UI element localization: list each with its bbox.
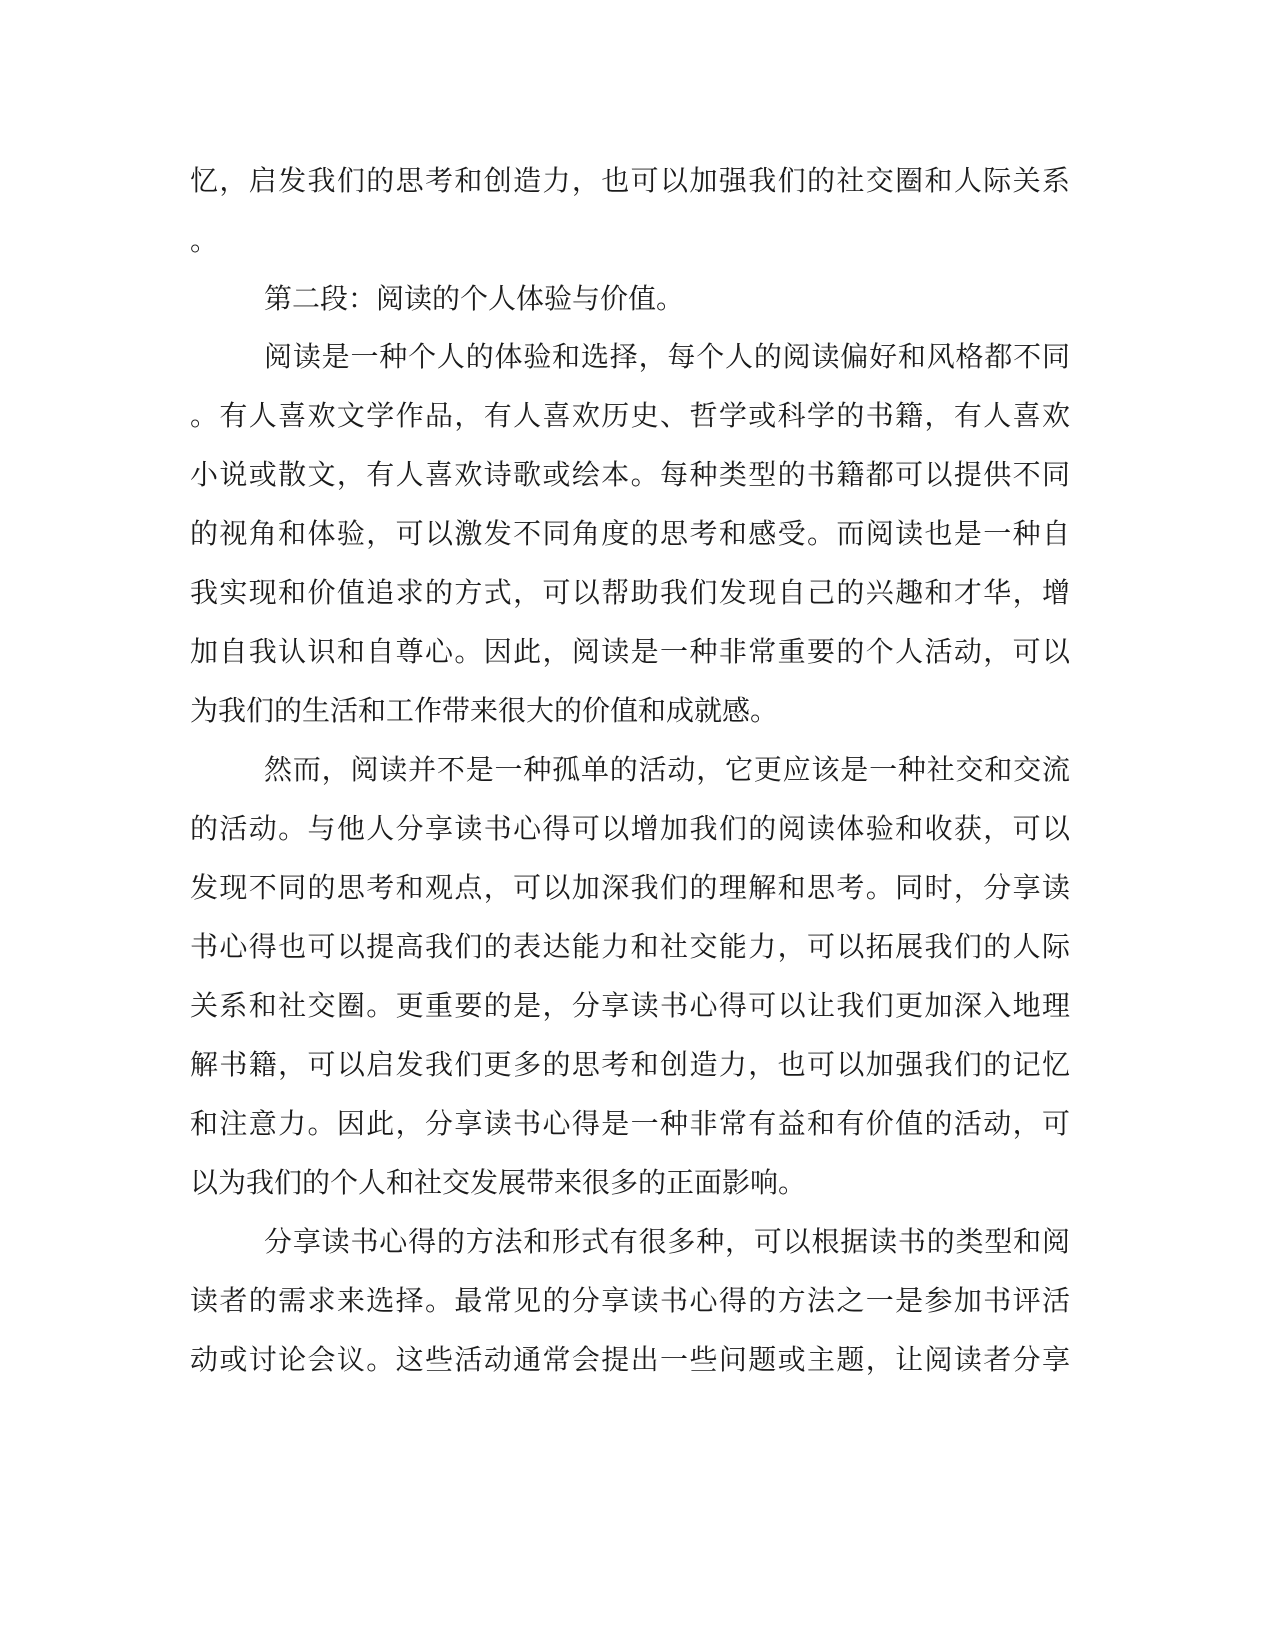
- text-line: 加自我认识和自尊心。因此，阅读是一种非常重要的个人活动，可以: [190, 635, 1070, 668]
- text-line: 书心得也可以提高我们的表达能力和社交能力，可以拓展我们的人际: [190, 930, 1070, 963]
- text-line: 小说或散文，有人喜欢诗歌或绘本。每种类型的书籍都可以提供不同: [190, 458, 1070, 491]
- text-line: 分享读书心得的方法和形式有很多种，可以根据读书的类型和阅: [264, 1225, 1070, 1258]
- text-line: 关系和社交圈。更重要的是，分享读书心得可以让我们更加深入地理: [190, 989, 1070, 1022]
- text-line: 和注意力。因此，分享读书心得是一种非常有益和有价值的活动，可: [190, 1107, 1070, 1140]
- section-heading: 第二段：阅读的个人体验与价值。: [264, 282, 685, 315]
- text-line: 为我们的生活和工作带来很大的价值和成就感。: [190, 694, 779, 727]
- text-line: 以为我们的个人和社交发展带来很多的正面影响。: [190, 1166, 807, 1199]
- text-line: 忆，启发我们的思考和创造力，也可以加强我们的社交圈和人际关系: [190, 164, 1070, 197]
- text-line: 。有人喜欢文学作品，有人喜欢历史、哲学或科学的书籍，有人喜欢: [190, 399, 1070, 432]
- text-line: 发现不同的思考和观点，可以加深我们的理解和思考。同时，分享读: [190, 871, 1070, 904]
- text-line: 读者的需求来选择。最常见的分享读书心得的方法之一是参加书评活: [190, 1284, 1070, 1317]
- text-line: 然而，阅读并不是一种孤单的活动，它更应该是一种社交和交流: [264, 753, 1070, 786]
- text-line: 的活动。与他人分享读书心得可以增加我们的阅读体验和收获，可以: [190, 812, 1070, 845]
- text-line: 阅读是一种个人的体验和选择，每个人的阅读偏好和风格都不同: [264, 340, 1070, 373]
- text-line: 动或讨论会议。这些活动通常会提出一些问题或主题，让阅读者分享: [190, 1343, 1070, 1376]
- text-line: 的视角和体验，可以激发不同角度的思考和感受。而阅读也是一种自: [190, 517, 1070, 550]
- text-line: 。: [190, 224, 219, 257]
- text-line: 我实现和价值追求的方式，可以帮助我们发现自己的兴趣和才华，增: [190, 576, 1070, 609]
- text-line: 解书籍，可以启发我们更多的思考和创造力，也可以加强我们的记忆: [190, 1048, 1070, 1081]
